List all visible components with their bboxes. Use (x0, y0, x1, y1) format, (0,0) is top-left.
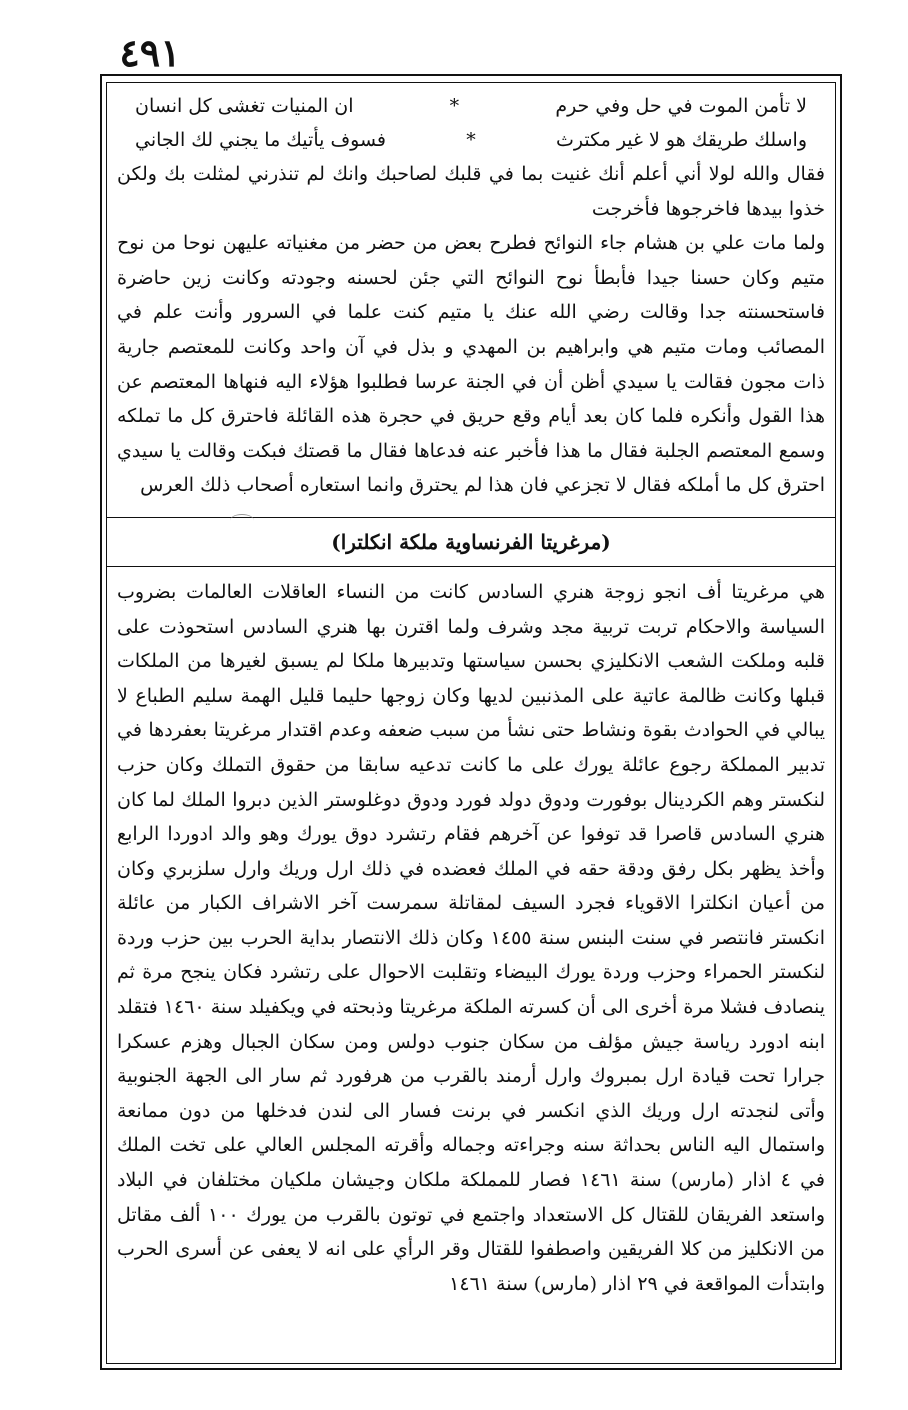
verse-hemistich-2: فسوف يأتيك ما يجني لك الجاني (135, 129, 386, 151)
verse-separator: * (449, 95, 460, 117)
page-inner-frame (106, 82, 836, 1364)
paragraph-2: ولما مات علي بن هشام جاء النوائح فطرح بعض من حضر من مغنياته عليهن نوحا من نوح متيم وكان حسنا جيدا فأبطأ نوح النوائح التي جئن لحسنه وجودته وكانت زين حاضرة فاستحسنته جدا وقالت رضي الله عنك يا متيم كنت علما في السرور وأنت علم في المصائب ومات متيم هي وابراهيم بن المهدي و بذل في آن واحد وكانت للمعتصم جارية ذات مجون فقالت يا سيدي أظن أن في الجنة عرسا فطلبوا هؤلاء اليه فنهاها المعتصم عن هذا القول وأنكره فلما كان بعد أيام وقع حريق في حجرة هذه القائلة فاحترق كل ما تملكه وسمع المعتصم الجلبة فقال ما هذا فأخبر عنه فدعاها فقال ما قصتك فبكت وقالت يا سيدي احترق كل ما أملكه فقال لا تجزعي فان هذا لم يحترق وانما استعاره أصحاب ذلك العرس (117, 232, 825, 497)
section-title: (مرغريتا الفرنساوية ملكة انكلترا) (331, 529, 611, 554)
poem (107, 89, 835, 157)
verse-hemistich-2: ان المنيات تغشى كل انسان (135, 95, 354, 117)
section-body: هي مرغريتا أف انجو زوجة هنري السادس كانت من النساء العاقلات العالمات بضروب السياسة والاحكام تربت تربية مجد وشرف ولما اقترن بها هنري السادس استحوذت على قلبه وملكت الشعب الانكليزي بحسن سياستها وتدبيرها ملكا لم يسبق لغيرها من الملكات قبلها وكانت ظالمة عاتية على المذنبين لديها وكان زوجها حليما قليل الهمة سليم الطباع لا يبالي في الحوادث بقوة ونشاط حتى نشأ من سبب ضعفه وعدم اقتدار مرغريتا بعفردها في تدبير المملكة رجوع عائلة يورك على ما كانت تدعيه سابقا من حقوق التملك وكان حزب لنكستر وهم الكردينال بوفورت ودوق دولد فورد ودوق دوغلوستر الذين دبروا الملك لما كان هنري السادس قاصرا قد توفوا عن آخرهم فقام رتشرد دوق يورك وهو والد ادوردا الرابع وأخذ يظهر بكل رفق ودقة حقه في الملك فعضده في ذلك ارل وريك وارل سلزبري وكان من أعيان انكلترا الاقوياء فجرد السيف لمقاتلة سمرست آخر الاشراف الكبار من عائلة انكستر فانتصر في سنت البنس سنة ١٤٥٥ وكان ذلك الانتصار بداية الحرب بين حزب وردة لنكستر الحمراء وحزب وردة يورك البيضاء وتقلبت الاحوال على رتشرد فكان ينجح مرة ثم ينصادف فشلا مرة أخرى الى أن كسرته الملكة مرغريتا وذبحته في ويكفيلد سنة ١٤٦٠ فتقلد ابنه ادورد رياسة جيش مؤلف من سكان جنوب دولس ومن سكان الجبال وهزم عسكرا جرارا تحت قيادة ارل بمبروك وارل أرمند بالقرب من هرفورد ثم سار الى الجهة الجنوبية وأتى لنجدته ارل وريك الذي انكسر في برنت فسار الى لندن فدخلها من دون ممانعة واستمال اليه الناس بحداثة سنه وجراءته وجماله وأقرته المجلس العالي على تخت الملك في ٤ اذار (مارس) سنة ١٤٦١ فصار للمملكة ملكان وجيشان ملكيان مختلفان في البلاد واستعد الفريقان للقتال كل الاستعداد واجتمع في توتون بالقرب من يورك ١٠٠ ألف مقاتل من الانكليز من كلا الفريقين واصطفوا للقتال وقر الرأي على انه لا يعفى عن أسرى الحرب وابتدأت المواقعة في ٢٩ اذار (مارس) سنة ١٤٦١ (117, 580, 825, 1295)
page-frame (100, 74, 842, 1370)
verse-hemistich-1: لا تأمن الموت في حل وفي حرم (555, 95, 807, 117)
page-number: ٤٩١ (119, 30, 181, 75)
verse-hemistich-1: واسلك طريقك هو لا غير مكترث (556, 129, 807, 151)
section-header (107, 517, 835, 567)
page-fold-mark (230, 514, 254, 527)
poem-verse-2 (107, 123, 835, 157)
poem-verse-1 (107, 89, 835, 123)
verse-separator: * (466, 129, 476, 151)
paragraph-1: فقال والله لولا أني أعلم أنك غنيت بما في قلبك لصاحبك وانك لم تنذرني لمثلت بك ولكن خذوا بيدها فاخرجوها فأخرجت (117, 163, 825, 220)
